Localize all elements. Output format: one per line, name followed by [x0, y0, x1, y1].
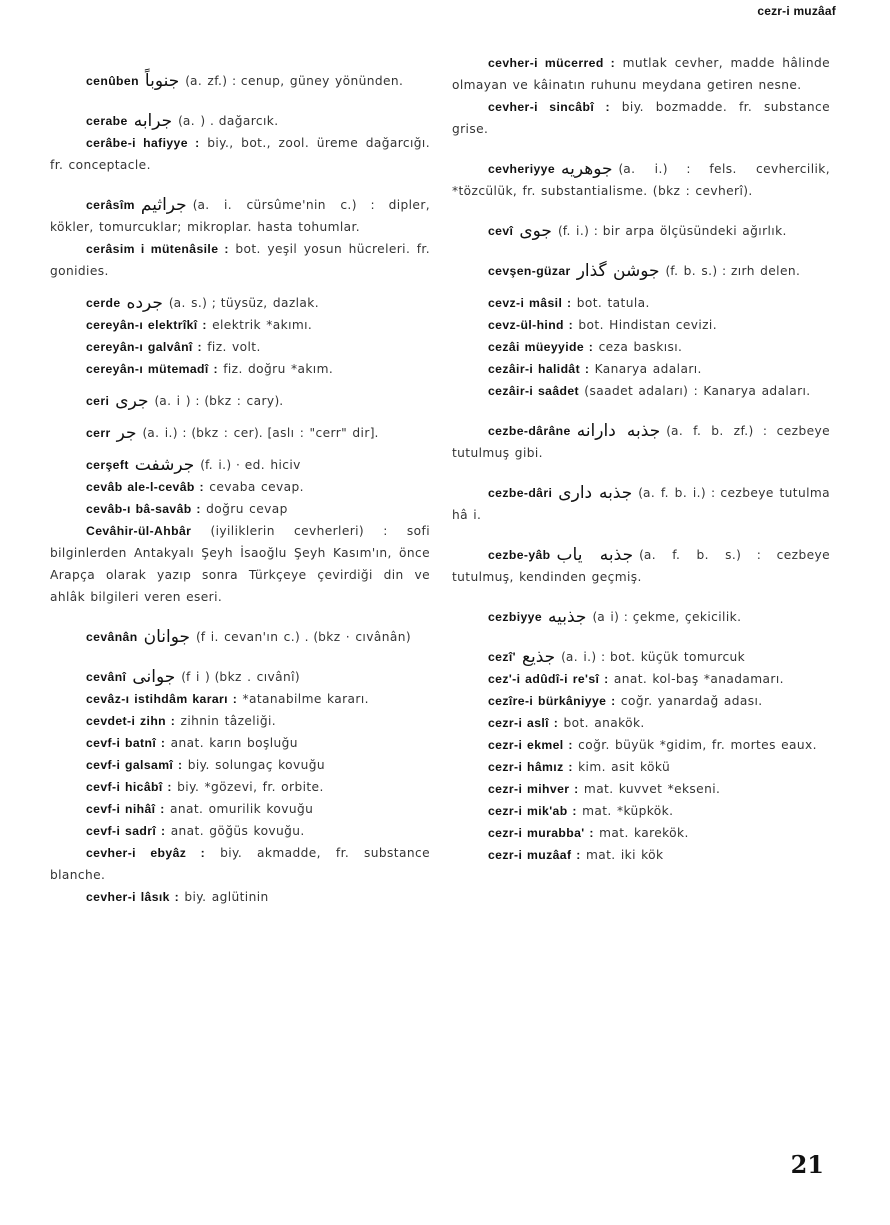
entry-definition: (a. i. cürsûme'nin c.) : dipler, kökler, tomurcuklar; mikroplar. hasta tohumlar.	[50, 198, 430, 234]
dictionary-entry	[452, 544, 830, 588]
entry-headword: cevânân	[86, 630, 138, 644]
entry-definition: anat. karın boşluğu	[170, 736, 298, 750]
entry-definition: (f i ) (bkz . cıvânî)	[181, 670, 300, 684]
entry-definition: anat. kol-baş *anadamarı.	[613, 672, 784, 686]
entry-arabic-script: جذيع	[521, 647, 556, 667]
entry-definition: mat. kuvvet *ekseni.	[583, 782, 721, 796]
entry-definition: (a. f. b. i.) : cezbeye tutulma hâ i.	[452, 486, 830, 522]
dictionary-entry	[452, 822, 830, 844]
dictionary-entry	[452, 336, 830, 358]
entry-headword: cevz-ül-hind :	[488, 318, 574, 332]
entry-definition: kim. asit kökü	[578, 760, 671, 774]
entry-headword: cevf-i hicâbî :	[86, 780, 172, 794]
entry-headword: cevf-i batnî :	[86, 736, 166, 750]
entry-definition: bot. yeşil yosun hücreleri. fr. gonidies.	[50, 242, 430, 278]
dictionary-entry	[50, 314, 430, 336]
dictionary-entry	[50, 422, 430, 444]
entry-headword: cezr-i mihver :	[488, 782, 579, 796]
entry-headword: cerâsim i mütenâsile :	[86, 242, 229, 256]
entry-definition: (a. f. b. s.) : cezbeye tutulmuş, kendinden geçmiş.	[452, 548, 830, 584]
dictionary-entry	[452, 690, 830, 712]
dictionary-entry	[50, 292, 430, 314]
entry-definition: fiz. doğru *akım.	[223, 362, 334, 376]
entry-headword: cezbe-dâri	[488, 486, 553, 500]
entry-definition: mutlak cevher, madde hâlinde olmayan ve kâinatın ruhunu meydana getiren nesne.	[452, 56, 830, 92]
entry-headword: cevher-i ebyâz :	[86, 846, 206, 860]
dictionary-entry	[452, 646, 830, 668]
entry-definition: biy. bozmadde. fr. substance grise.	[452, 100, 830, 136]
entry-arabic-script: جرده	[126, 293, 163, 313]
entry-headword: cerr	[86, 426, 111, 440]
entry-definition: biy. solungaç kovuğu	[187, 758, 325, 772]
entry-headword: cerabe	[86, 114, 128, 128]
entry-headword: cerde	[86, 296, 121, 310]
entry-headword: cevşen-güzar	[488, 264, 571, 278]
entry-arabic-script: جرابه	[133, 111, 173, 131]
dictionary-entry	[452, 260, 830, 282]
entry-definition: zihnin tâzeliği.	[180, 714, 277, 728]
entry-headword: cerâsîm	[86, 198, 135, 212]
entry-arabic-script: جوانى	[132, 667, 176, 687]
entry-headword: cevf-i galsamî :	[86, 758, 183, 772]
entry-headword: cevf-i sadrî :	[86, 824, 166, 838]
entry-headword: cevdet-i zihn :	[86, 714, 176, 728]
running-head: cezr-i muzâaf	[757, 4, 836, 18]
entry-headword: cezr-i ekmel :	[488, 738, 573, 752]
entry-definition: (a i) : çekme, çekicilik.	[592, 610, 742, 624]
entry-headword: ceri	[86, 394, 110, 408]
entry-headword: cezî'	[488, 650, 516, 664]
entry-definition: mat. karekök.	[599, 826, 689, 840]
entry-headword: cezâir-i halidât :	[488, 362, 590, 376]
entry-headword: cevâb-ı bâ-savâb :	[86, 502, 201, 516]
dictionary-entry	[50, 110, 430, 132]
page-number: 21	[790, 1150, 824, 1179]
dictionary-entry	[452, 712, 830, 734]
entry-headword: cezr-i aslî :	[488, 716, 559, 730]
dictionary-entry	[50, 238, 430, 282]
entry-headword: cezâir-i saâdet	[488, 384, 580, 398]
dictionary-entry	[50, 710, 430, 732]
entry-arabic-script: جراثيم	[140, 195, 187, 215]
entry-definition: biy. aglütinin	[184, 890, 269, 904]
dictionary-entry	[50, 336, 430, 358]
dictionary-entry	[50, 476, 430, 498]
entry-definition: (a. i.) : (bkz : cer). [aslı : "cerr" dir].	[142, 426, 379, 440]
dictionary-entry	[50, 498, 430, 520]
entry-arabic-script: جنوباً	[144, 71, 180, 91]
entry-arabic-script: جوهريه	[561, 159, 613, 179]
entry-arabic-script: جذبه دارانه	[576, 421, 661, 441]
dictionary-entry	[452, 358, 830, 380]
entry-definition: Kanarya adaları.	[594, 362, 702, 376]
entry-definition: (f. i.) : bir arpa ölçüsündeki ağırlık.	[557, 224, 787, 238]
entry-headword: cezr-i mik'ab :	[488, 804, 577, 818]
dictionary-entry	[50, 70, 430, 92]
entry-headword: cezbe-dârâne	[488, 424, 571, 438]
entry-definition: anat. göğüs kovuğu.	[170, 824, 305, 838]
dictionary-entry	[452, 482, 830, 526]
entry-definition: ceza baskısı.	[598, 340, 683, 354]
entry-definition: bot. tatula.	[576, 296, 650, 310]
entry-headword: cevz-i mâsil :	[488, 296, 572, 310]
entry-definition: (a. zf.) : cenup, güney yönünden.	[185, 74, 404, 88]
entry-arabic-script: جذبيه	[548, 607, 587, 627]
entry-headword: cevânî	[86, 670, 127, 684]
entry-definition: biy., bot., zool. üreme dağarcığı. fr. conceptacle.	[50, 136, 430, 172]
dictionary-entry	[50, 886, 430, 908]
entry-definition: mat. iki kök	[585, 848, 664, 862]
dictionary-entry	[452, 292, 830, 314]
entry-definition: (a. ) . dağarcık.	[178, 114, 279, 128]
entry-headword: cezbe-yâb	[488, 548, 551, 562]
dictionary-entry	[452, 380, 830, 402]
entry-headword: cezr-i murabba' :	[488, 826, 594, 840]
entry-definition: biy. *gözevi, fr. orbite.	[177, 780, 324, 794]
entry-arabic-script: جذبه دارى	[558, 483, 633, 503]
dictionary-entry	[452, 756, 830, 778]
entry-headword: cenûben	[86, 74, 139, 88]
entry-definition: cevaba cevap.	[209, 480, 304, 494]
dictionary-entry	[50, 390, 430, 412]
dictionary-entry	[50, 820, 430, 842]
dictionary-entry	[50, 454, 430, 476]
dictionary-entry	[50, 194, 430, 238]
entry-arabic-script: جذبه ياب	[556, 545, 634, 565]
entry-headword: cereyân-ı elektrîkî :	[86, 318, 207, 332]
entry-headword: cevher-i mücerred :	[488, 56, 616, 70]
entry-definition: (saadet adaları) : Kanarya adaları.	[584, 384, 811, 398]
entry-arabic-script: جوشن گذار	[576, 261, 660, 281]
entry-arabic-script: جوى	[519, 221, 552, 241]
dictionary-entry	[452, 420, 830, 464]
entry-headword: Cevâhir-ül-Ahbâr	[86, 524, 192, 538]
dictionary-entry	[50, 776, 430, 798]
entry-headword: cevâz-ı istihdâm kararı :	[86, 692, 238, 706]
dictionary-entry	[50, 842, 430, 886]
dictionary-entry	[452, 314, 830, 336]
entry-arabic-script: جر	[116, 423, 137, 443]
dictionary-entry	[452, 220, 830, 242]
entry-definition: (a. i.) : bot. küçük tomurcuk	[561, 650, 746, 664]
dictionary-entry	[50, 626, 430, 648]
left-column	[50, 52, 430, 908]
dictionary-entry	[452, 844, 830, 866]
dictionary-entry	[50, 732, 430, 754]
entry-headword: cezr-i hâmız :	[488, 760, 573, 774]
dictionary-entry	[50, 688, 430, 710]
dictionary-entry	[452, 606, 830, 628]
entry-definition: anat. omurilik kovuğu	[170, 802, 314, 816]
entry-definition: *atanabilme kararı.	[242, 692, 369, 706]
entry-definition: (f. i.) · ed. hiciv	[200, 458, 301, 472]
entry-definition: (a. f. b. zf.) : cezbeye tutulmuş gibi.	[452, 424, 830, 460]
dictionary-entry	[50, 520, 430, 608]
entry-headword: cereyân-ı galvânî :	[86, 340, 202, 354]
dictionary-entry	[452, 778, 830, 800]
dictionary-entry	[50, 798, 430, 820]
entry-headword: cevher-i lâsık :	[86, 890, 180, 904]
dictionary-entry	[452, 734, 830, 756]
entry-headword: cevâb ale-l-cevâb :	[86, 480, 204, 494]
entry-headword: cezâi müeyyide :	[488, 340, 594, 354]
entry-headword: cez'-i adûdî-i re'sî :	[488, 672, 609, 686]
entry-definition: coğr. büyük *gidim, fr. mortes eaux.	[578, 738, 817, 752]
dictionary-entry	[452, 800, 830, 822]
entry-definition: fiz. volt.	[207, 340, 261, 354]
entry-definition: (iyiliklerin cevherleri) : sofi bilginlerden Antakyalı Şeyh İsaoğlu Şeyh Kasım'ın, önce Arapça olarak yazıp sonra Türkçeye çevirdiği din ve ahlâk bilgileri veren eseri.	[50, 524, 430, 604]
entry-definition: elektrik *akımı.	[212, 318, 313, 332]
entry-headword: cerşeft	[86, 458, 129, 472]
entry-definition: (a. i ) : (bkz : cary).	[154, 394, 284, 408]
entry-headword: cezîre-i bürkâniyye :	[488, 694, 616, 708]
entry-headword: cevî	[488, 224, 514, 238]
entry-definition: mat. *küpkök.	[582, 804, 674, 818]
entry-headword: cerâbe-i hafiyye :	[86, 136, 200, 150]
entry-definition: doğru cevap	[206, 502, 288, 516]
dictionary-entry	[452, 158, 830, 202]
dictionary-entry	[452, 668, 830, 690]
entry-headword: cezbiyye	[488, 610, 543, 624]
entry-definition: biy. akmadde, fr. substance blanche.	[50, 846, 430, 882]
dictionary-entry	[452, 52, 830, 96]
entry-definition: bot. Hindistan cevizi.	[578, 318, 717, 332]
entry-definition: (f. b. s.) : zırh delen.	[665, 264, 801, 278]
dictionary-entry	[50, 358, 430, 380]
entry-definition: (a. i.) : fels. cevhercilik, *tözcülük, fr. substantialisme. (bkz : cevherî).	[452, 162, 830, 198]
entry-headword: cevheriyye	[488, 162, 556, 176]
entry-headword: cevf-i nihâî :	[86, 802, 165, 816]
dictionary-entry	[50, 666, 430, 688]
entry-definition: coğr. yanardağ adası.	[620, 694, 763, 708]
right-column	[452, 52, 830, 866]
entry-arabic-script: جرى	[115, 391, 149, 411]
entry-headword: cezr-i muzâaf :	[488, 848, 581, 862]
dictionary-entry	[452, 96, 830, 140]
dictionary-entry	[50, 754, 430, 776]
entry-arabic-script: جرشفت	[134, 455, 195, 475]
entry-arabic-script: جوانان	[143, 627, 191, 647]
entry-headword: cevher-i sincâbî :	[488, 100, 610, 114]
entry-definition: (f i. cevan'ın c.) . (bkz · cıvânân)	[196, 630, 411, 644]
entry-headword: cereyân-ı mütemadî :	[86, 362, 218, 376]
dictionary-entry	[50, 132, 430, 176]
entry-definition: (a. s.) ; tüysüz, dazlak.	[168, 296, 320, 310]
entry-definition: bot. anakök.	[563, 716, 645, 730]
